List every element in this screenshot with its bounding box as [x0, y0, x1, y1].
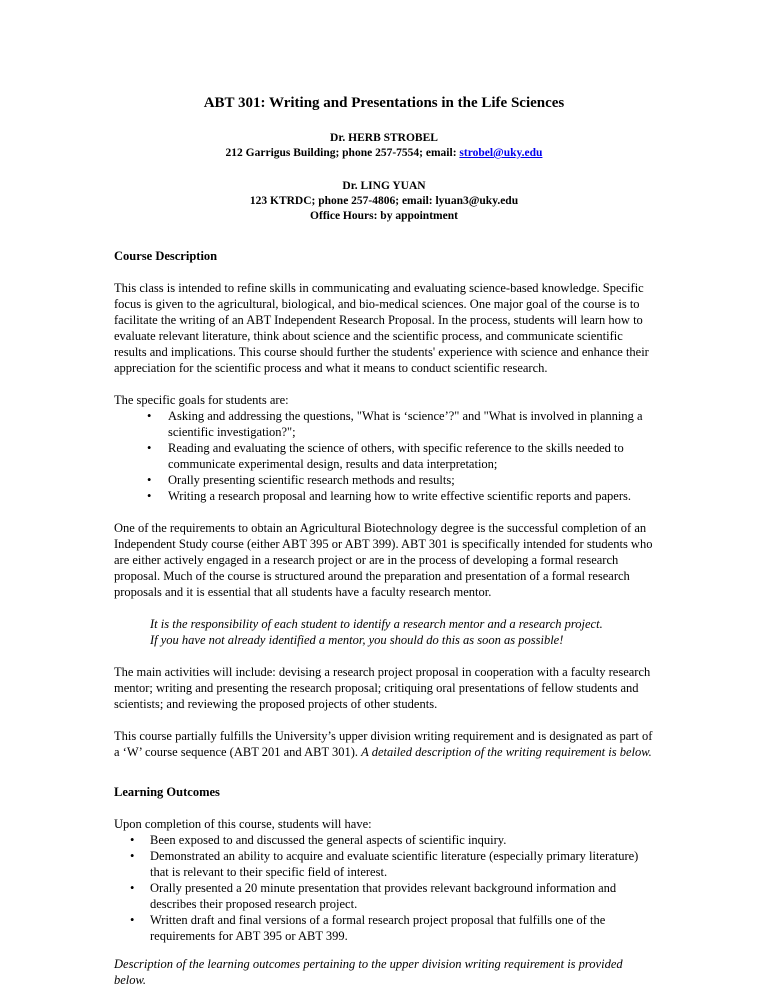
- activities-paragraph: The main activities will include: devising a research project proposal in cooperation with a faculty research mentor; writing and presenting the research proposal; critiquing oral presentations of fellow students and scientists; and reviewing the proposed projects of other students.: [114, 665, 651, 711]
- list-item: • Reading and evaluating the science of others, with specific reference to the skills needed to communicate experimental design, results and data interpretation;: [114, 440, 654, 472]
- mentor-note-line: It is the responsibility of each student to identify a research mentor and a research project.: [150, 617, 603, 631]
- writing-requirement-text: This course partially fulfills the University’s upper division writing requirement and is designated as part of a ‘W’ course sequence (ABT 201 and ABT 301).: [114, 729, 653, 759]
- goals-intro: The specific goals for students are:: [114, 393, 289, 407]
- course-title: ABT 301: Writing and Presentations in the Life Sciences: [203, 95, 565, 111]
- writing-requirement-paragraph: [114, 728, 654, 760]
- instructor-contact: 123 KTRDC; phone 257-4806; email: lyuan3@uky.edu: [249, 195, 519, 207]
- list-item: • Written draft and final versions of a formal research project proposal that fulfills one of the requirements for ABT 395 or ABT 399.: [114, 912, 654, 944]
- instructor-email-link[interactable]: strobel@uky.edu: [459, 147, 543, 159]
- learning-outcomes-list: [114, 832, 654, 944]
- mentor-note: [114, 616, 654, 648]
- course-description-heading: Course Description: [114, 249, 218, 263]
- instructor-strobel-block: [114, 131, 654, 161]
- learning-outcomes-heading: Learning Outcomes: [114, 785, 220, 799]
- instructor-name: Dr. LING YUAN: [342, 180, 426, 192]
- list-item: • Orally presenting scientific research methods and results;: [114, 472, 654, 488]
- course-description-paragraph: This class is intended to refine skills in communicating and evaluating science-based knowledge. Specific focus is given to the agricultural, biological, and bio-medical sciences. One major goal of the course is to facilitate the writing of an ABT Independent Research Proposal. In the process, students will learn how to evaluate relevant literature, think about science and the scientific process, and communicate scientific results and implications. This course should further the students' experience with science and enhance their appreciation for the scientific process and what it means to conduct scientific research.: [114, 281, 649, 375]
- instructor-contact-text: 212 Garrigus Building; phone 257-7554; email:: [225, 147, 460, 159]
- list-item: • Writing a research proposal and learning how to write effective scientific reports and papers.: [114, 488, 654, 504]
- instructor-yuan-block: [114, 179, 654, 224]
- mentor-note-line: If you have not already identified a mentor, you should do this as soon as possible!: [150, 633, 564, 647]
- independent-study-paragraph: One of the requirements to obtain an Agricultural Biotechnology degree is the successful completion of an Independent Study course (either ABT 395 or ABT 399). ABT 301 is specifically intended for students who are either actively engaged in a research project or are in the process of developing a formal research proposal. Much of the course is structured around the preparation and presentation of a formal research proposals and it is essential that all students have a faculty research mentor.: [114, 521, 653, 599]
- list-item: • Orally presented a 20 minute presentation that provides relevant background information and describes their proposed research project.: [114, 880, 654, 912]
- list-item: • Demonstrated an ability to acquire and evaluate scientific literature (especially primary literature) that is relevant to their specific field of interest.: [114, 848, 654, 880]
- writing-requirement-note: A detailed description of the writing requirement is below.: [361, 745, 652, 759]
- instructor-name: Dr. HERB STROBEL: [330, 132, 438, 144]
- list-item: • Asking and addressing the questions, "What is ‘science’?" and "What is involved in planning a scientific investigation?";: [114, 408, 654, 440]
- goals-list: [114, 408, 654, 504]
- office-hours: Office Hours: by appointment: [310, 210, 458, 222]
- learning-outcomes-intro: Upon completion of this course, students will have:: [114, 817, 372, 831]
- learning-outcomes-footer: Description of the learning outcomes pertaining to the upper division writing requirement is provided below.: [114, 957, 623, 987]
- instructor-contact: [114, 146, 654, 161]
- list-item: • Been exposed to and discussed the general aspects of scientific inquiry.: [114, 832, 654, 848]
